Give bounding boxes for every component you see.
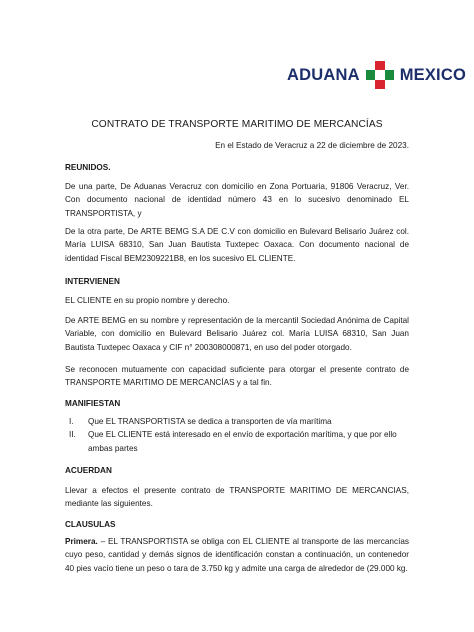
list-item-text: Que EL TRANSPORTISTA se dedica a transporten de vía marítima xyxy=(88,417,332,426)
reunidos-paragraph-1: De una parte, De Aduanas Veracruz con domicilio en Zona Portuaria, 91806 Veracruz, Ver. Con documento nacional de identidad número 43 en lo sucesivo denominado EL TRANSPORTISTA, y xyxy=(65,182,409,218)
list-item xyxy=(65,428,409,455)
intervienen-heading: INTERVIENEN xyxy=(65,277,120,286)
list-item-text: Que EL CLIENTE está interesado en el envío de exportación marítima, y que por ello ambas partes xyxy=(88,430,397,453)
clausula-primera-text: – EL TRANSPORTISTA se obliga con EL CLIENTE al transporte de las mercancías cuyo peso, cantidad y demás signos de identificación constan a continuación, un contenedor 40 pies vacío tiene un peso o tara de 3.750 kg y admite una carga de alrededor de (29.000 kg. xyxy=(65,537,409,573)
logo-text-aduana: ADUANA xyxy=(287,65,360,84)
place-date: En el Estado de Veracruz a 22 de diciembre de 2023. xyxy=(215,141,409,150)
reunidos-paragraph-2: De la otra parte, De ARTE BEMG S.A DE C.V con domicilio en Bulevard Belisario Juárez col. María LUISA 68310, San Juan Bautista Tuxtepec Oaxaca. Con documento nacional de identidad Fiscal BEM2309221B8, en los sucesivo EL CLIENTE. xyxy=(65,227,409,263)
manifiestan-heading: MANIFIESTAN xyxy=(65,399,121,408)
acuerdan-paragraph: Llevar a efectos el presente contrato de TRANSPORTE MARITIMO DE MERCANCIAS, mediante las siguientes. xyxy=(65,486,409,509)
clausula-primera xyxy=(65,535,409,575)
list-item-number: I. xyxy=(69,417,74,426)
intervienen-paragraph-1: EL CLIENTE en su propio nombre y derecho. xyxy=(65,296,230,305)
list-item-number: II. xyxy=(69,430,76,440)
intervienen-paragraph-3: Se reconocen mutuamente con capacidad suficiente para otorgar el presente contrato de TRANSPORTE MARITIMO DE MERCANCÍAS y a tal fin. xyxy=(65,365,409,388)
intervienen-paragraph-2: De ARTE BEMG en su nombre y representación de la mercantil Sociedad Anónima de Capital Variable, con domicilio en Bulevard Belisario Juárez col. María LUISA 68310, San Juan Bautista Tuxtepec Oaxaca y CIF n° 200308000871, en uso del poder otorgado. xyxy=(65,316,409,352)
manifiestan-list xyxy=(65,415,409,455)
document-title: CONTRATO DE TRANSPORTE MARITIMO DE MERCANCÍAS xyxy=(91,119,383,130)
clausulas-heading: CLAUSULAS xyxy=(65,520,116,529)
reunidos-heading: REUNIDOS. xyxy=(65,163,111,172)
list-item xyxy=(65,415,409,428)
acuerdan-heading: ACUERDAN xyxy=(65,466,112,475)
clausula-primera-label: Primera. xyxy=(65,537,98,546)
aduana-mexico-logo xyxy=(287,60,466,90)
logo-mark-icon xyxy=(366,61,394,89)
logo-text-mexico: MEXICO xyxy=(399,65,466,84)
